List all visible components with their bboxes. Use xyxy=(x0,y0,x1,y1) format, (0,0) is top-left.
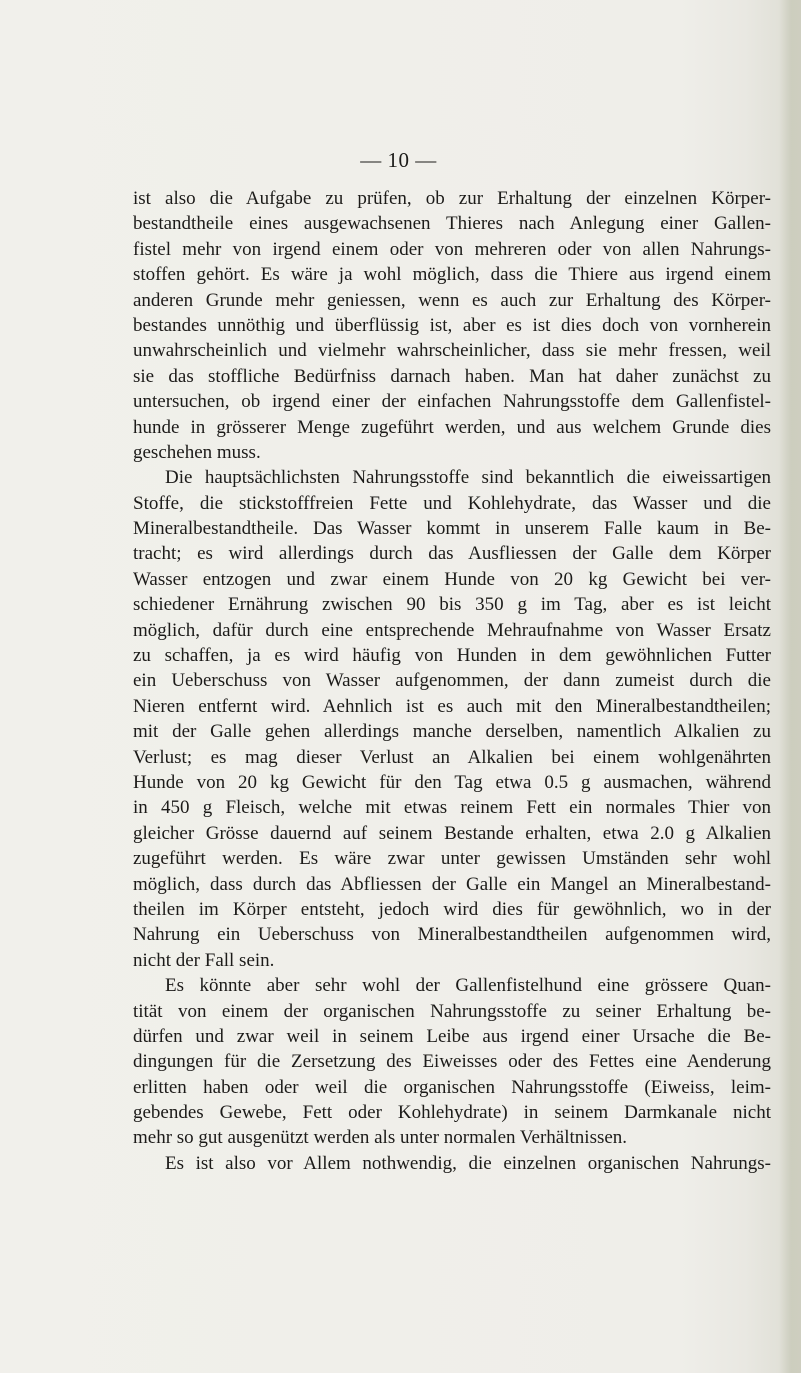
page-number: — 10 — xyxy=(360,148,437,172)
text-line: nicht der Fall sein. xyxy=(133,949,275,971)
text-line: zugeführt werden. Es wäre zwar unter gewissen Umständen sehr wohl xyxy=(133,848,771,870)
text-line: hunde in grösserer Menge zugeführt werden, und aus welchem Grunde dies xyxy=(133,416,771,438)
text-line: dürfen und zwar weil in seinem Leibe aus irgend einer Ursache die Be- xyxy=(133,1025,771,1047)
text-line: Nieren entfernt wird. Aehnlich ist es auch mit den Mineralbestandtheilen; xyxy=(133,695,771,717)
text-line: Verlust; es mag dieser Verlust an Alkalien bei einem wohlgenährten xyxy=(133,746,771,768)
text-line: Stoffe, die stickstofffreien Fette und Kohlehydrate, das Wasser und die xyxy=(133,492,771,514)
text-line: ist also die Aufgabe zu prüfen, ob zur Erhaltung der einzelnen Körper- xyxy=(133,188,771,209)
text-line: mit der Galle gehen allerdings manche derselben, namentlich Alkalien zu xyxy=(133,721,771,743)
text-line: ein Ueberschuss von Wasser aufgenommen, der dann zumeist durch die xyxy=(133,670,771,692)
text-line: Es könnte aber sehr wohl der Gallenfistelhund eine grössere Quan- xyxy=(165,975,771,997)
text-line: gebendes Gewebe, Fett oder Kohlehydrate) in seinem Darmkanale nicht xyxy=(133,1102,771,1124)
text-line: in 450 g Fleisch, welche mit etwas reinem Fett ein normales Thier von xyxy=(133,797,771,819)
text-line: gleicher Grösse dauernd auf seinem Bestande erhalten, etwa 2.0 g Alkalien xyxy=(133,822,771,844)
text-line: untersuchen, ob irgend einer der einfachen Nahrungsstoffe dem Gallenfistel- xyxy=(133,391,771,413)
text-line: zu schaffen, ja es wird häufig von Hunden in dem gewöhnlichen Futter xyxy=(133,645,771,667)
text-line: tität von einem der organischen Nahrungsstoffe zu seiner Erhaltung be- xyxy=(133,1000,771,1022)
text-line: Mineralbestandtheile. Das Wasser kommt in unserem Falle kaum in Be- xyxy=(133,518,771,540)
text-line: möglich, dafür durch eine entsprechende Mehraufnahme von Wasser Ersatz xyxy=(133,619,771,641)
text-line: tracht; es wird allerdings durch das Ausfliessen der Galle dem Körper xyxy=(133,543,771,565)
text-line: möglich, dass durch das Abfliessen der Galle ein Mangel an Mineralbestand- xyxy=(133,873,771,895)
text-line: erlitten haben oder weil die organischen Nahrungsstoffe (Eiweiss, leim- xyxy=(133,1076,771,1098)
text-line: unwahrscheinlich und vielmehr wahrscheinlicher, dass sie mehr fressen, weil xyxy=(133,340,771,362)
text-line: mehr so gut ausgenützt werden als unter normalen Verhältnissen. xyxy=(133,1127,628,1149)
text-line: bestandtheile eines ausgewachsenen Thieres nach Anlegung einer Gallen- xyxy=(133,213,771,235)
body-text xyxy=(133,186,771,1176)
text-line: anderen Grunde mehr geniessen, wenn es auch zur Erhaltung des Körper- xyxy=(133,289,771,311)
text-line: bestandes unnöthig und überflüssig ist, aber es ist dies doch von vornherein xyxy=(133,314,771,336)
text-line: sie das stoffliche Bedürfniss darnach haben. Man hat daher zunächst zu xyxy=(133,365,771,387)
text-line: Nahrung ein Ueberschuss von Mineralbestandtheilen aufgenommen wird, xyxy=(133,924,771,946)
text-line: theilen im Körper entsteht, jedoch wird dies für gewöhnlich, wo in der xyxy=(133,898,771,920)
text-line: fistel mehr von irgend einem oder von mehreren oder von allen Nahrungs- xyxy=(133,238,771,260)
page-edge-shadow xyxy=(779,0,801,1373)
text-line: Es ist also vor Allem nothwendig, die einzelnen organischen Nahrungs- xyxy=(165,1152,771,1174)
text-line: schiedener Ernährung zwischen 90 bis 350 g im Tag, aber es ist leicht xyxy=(133,594,771,616)
text-line: dingungen für die Zersetzung des Eiweisses oder des Fettes eine Aenderung xyxy=(133,1051,771,1073)
text-line: geschehen muss. xyxy=(133,441,261,463)
text-line: Die hauptsächlichsten Nahrungsstoffe sind bekanntlich die eiweissartigen xyxy=(165,467,771,489)
text-line: Wasser entzogen und zwar einem Hunde von 20 kg Gewicht bei ver- xyxy=(133,568,771,590)
text-line: stoffen gehört. Es wäre ja wohl möglich, dass die Thiere aus irgend einem xyxy=(133,264,771,286)
text-line: Hunde von 20 kg Gewicht für den Tag etwa 0.5 g ausmachen, während xyxy=(133,771,771,793)
